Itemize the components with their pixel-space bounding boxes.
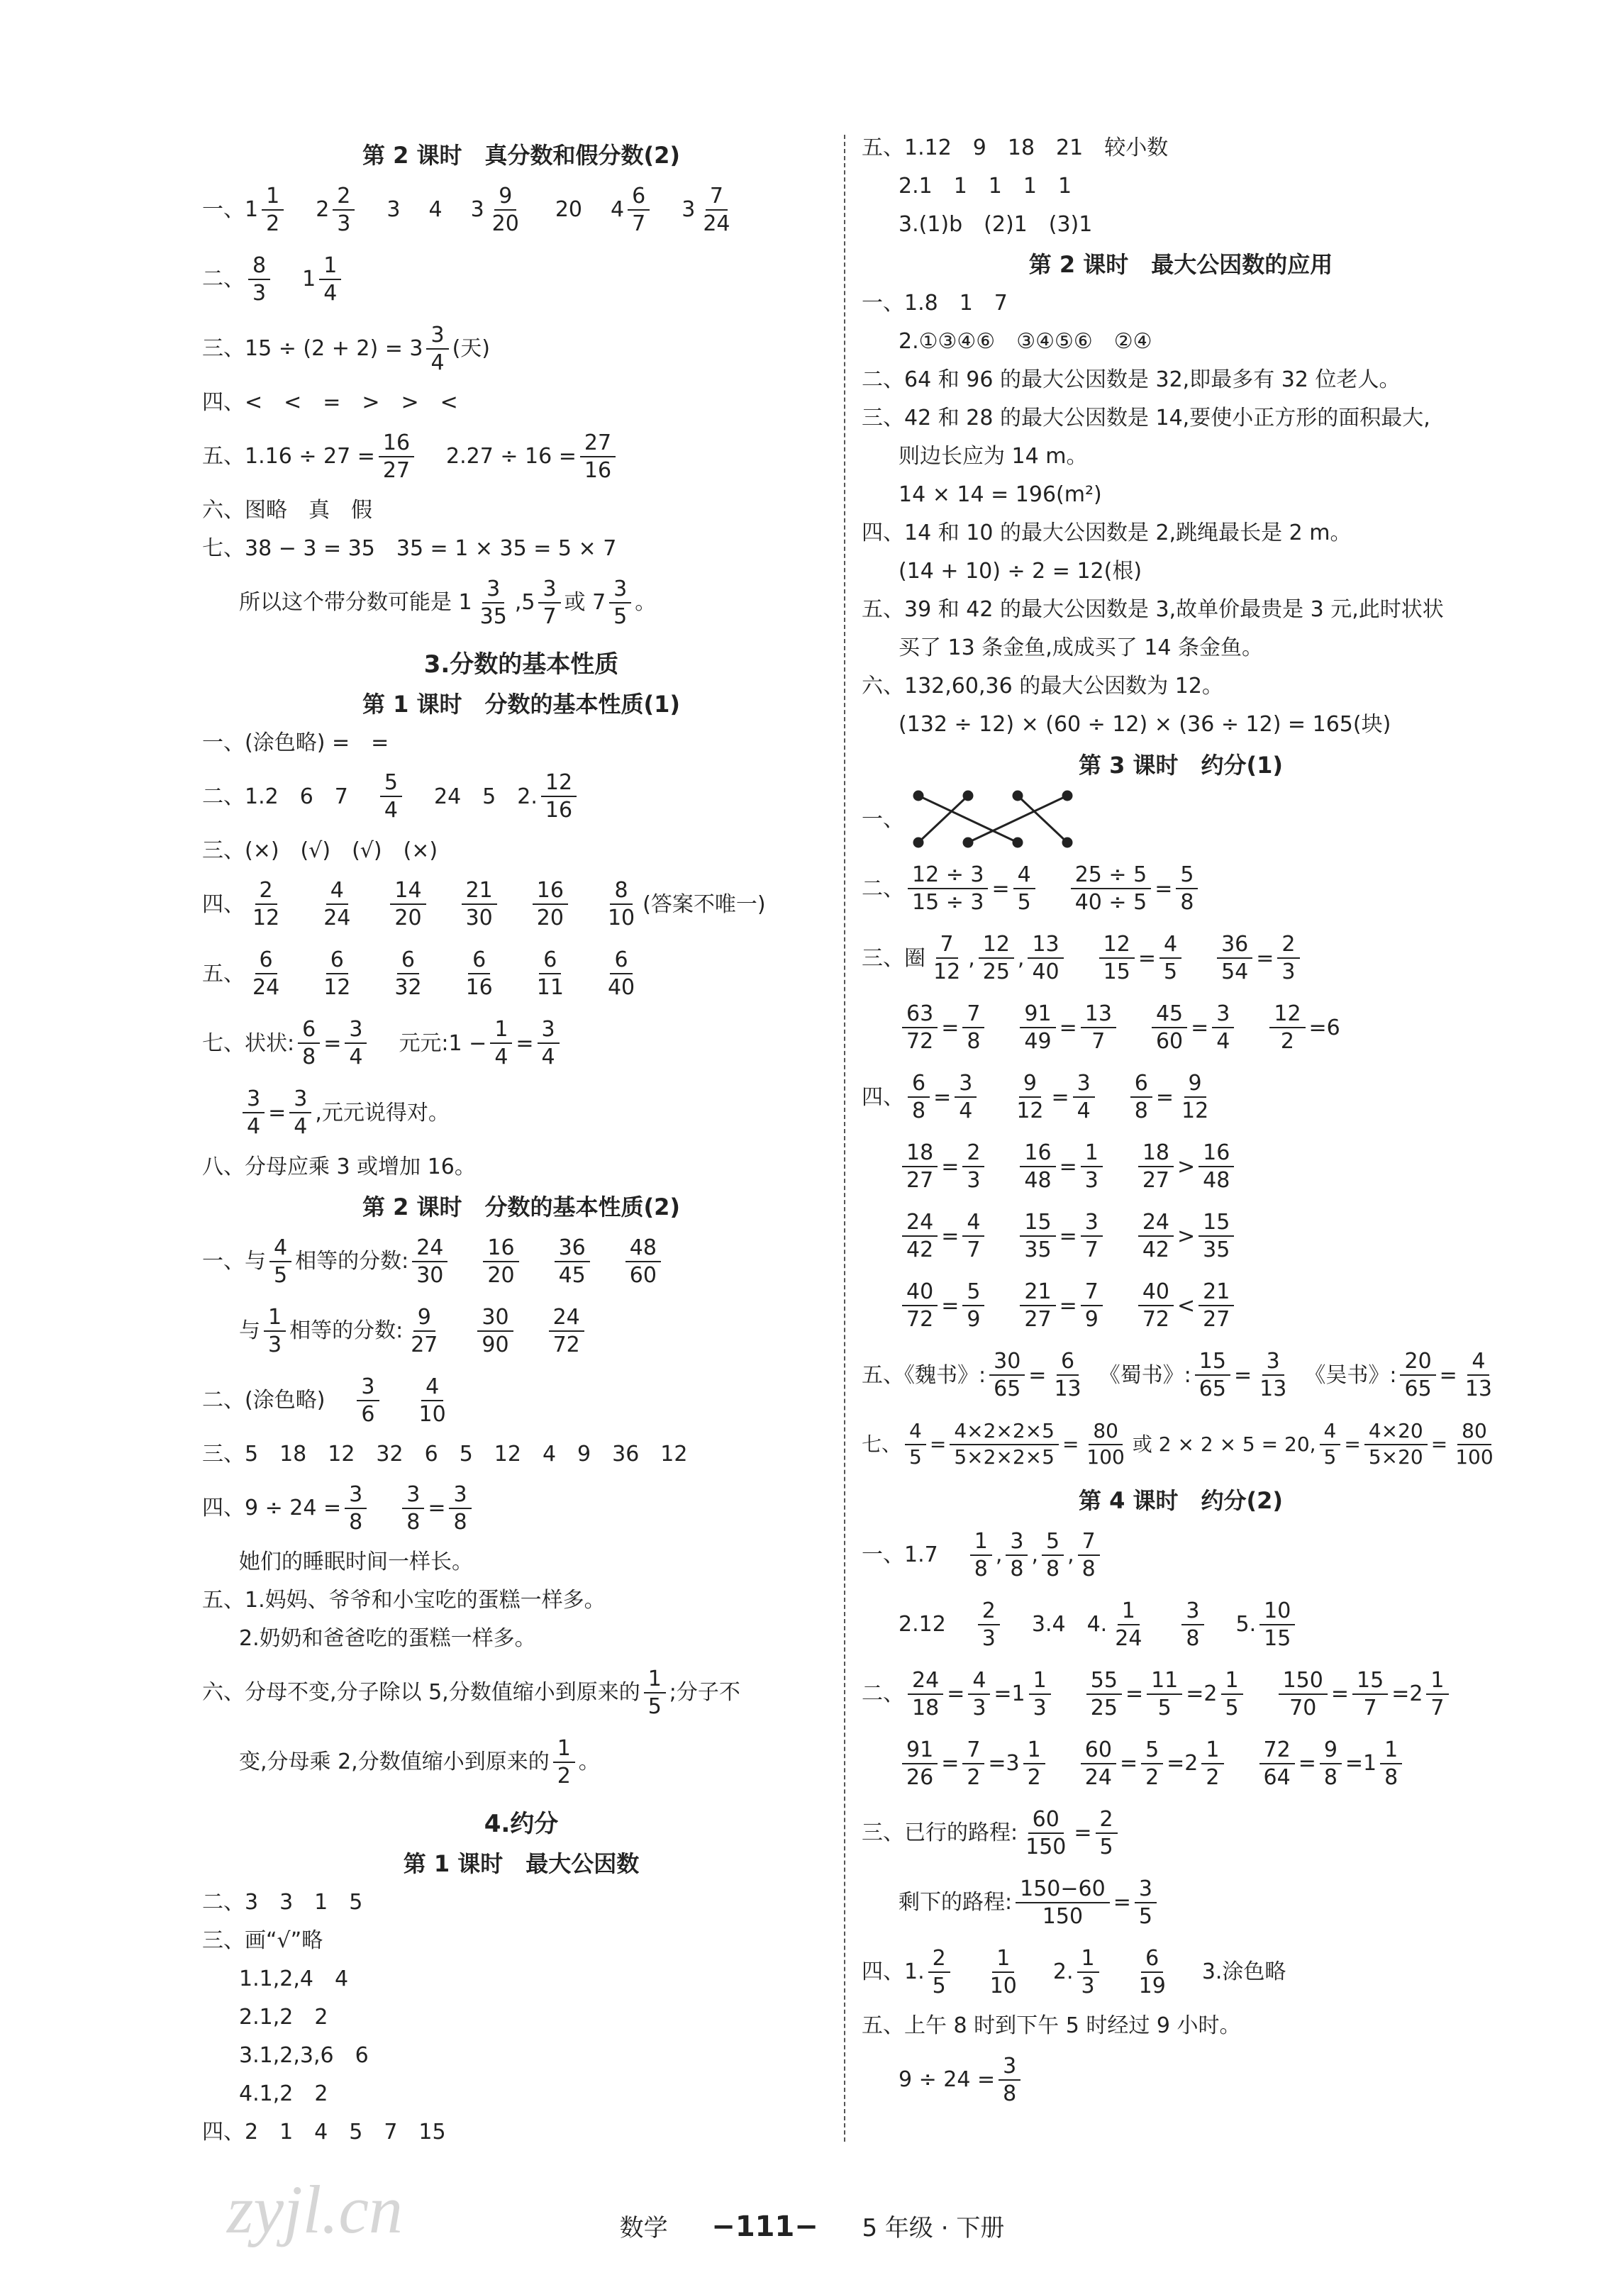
footer-subject: 数学	[619, 2214, 668, 2242]
answer-line: 二、 12 ÷ 3 15 ÷ 3 = 4 5 25 ÷ 5 40 ÷ 5 = 5 8	[862, 857, 1500, 920]
answer-line: 四、 6 8 = 3 4 9 12 = 3 4 6 8 = 9 12	[862, 1071, 1209, 1124]
answer-line: 买了 13 条金鱼,成成买了 14 条金鱼。	[899, 635, 1264, 661]
answer-line: 2.1,2 2	[239, 2005, 328, 2030]
lesson-heading: 第 1 课时 最大公因数	[403, 1850, 640, 1878]
answer-line: 2.12 2 3 3.4 4. 1 24 3 8 5. 10 15	[862, 1593, 1500, 1657]
answer-line: 2.1 1 1 1 1	[899, 173, 1072, 199]
lesson-heading: 第 1 课时 分数的基本性质(1)	[362, 690, 681, 718]
answer-line: 四、1. 2 5 1 10 2. 1 3 6 19 3.涂色略	[862, 1945, 1286, 1998]
answer-line: 五、1.12 9 18 21 较小数	[862, 135, 1169, 160]
answer-line: 2.①③④⑥ ③④⑤⑥ ②④	[899, 329, 1152, 355]
answer-line: 七、38 − 3 = 35 35 = 1 × 35 = 5 × 7	[202, 536, 617, 562]
answer-line: 与 1 3 相等的分数: 9 27 30 90 24 72	[202, 1299, 840, 1363]
answer-line: 3.1,2,3,6 6	[239, 2043, 369, 2069]
answer-line: 变,分母乘 2,分数值缩小到原来的 1 2 。	[239, 1735, 600, 1789]
lesson-heading: 第 2 课时 真分数和假分数(2)	[362, 142, 681, 169]
answer-line: 4.1,2 2	[239, 2081, 328, 2107]
answer-line: 四、 2 12 4 24 14 20 21 30 16 20 8 10 (答案不唯一)	[202, 878, 766, 931]
answer-line: 一、1.7 1 8 , 3 8 , 5 8 , 7 8	[862, 1523, 1500, 1587]
answer-line: 六、分母不变,分子除以 5,分数值缩小到原来的 1 5 ;分子不	[202, 1666, 740, 1719]
answer-line: 一、1.8 1 7	[862, 291, 1008, 316]
answer-line: 1.1,2,4 4	[239, 1967, 349, 1992]
answer-line: 八、分母应乘 3 或增加 16。	[202, 1154, 476, 1179]
answer-line: 9 ÷ 24 = $\frac{3}{8}$	[862, 2048, 1500, 2112]
answer-line: 一、(涂色略) = =	[202, 730, 389, 755]
answer-line: 三、(×) (√) (√) (×)	[202, 838, 438, 863]
answer-line: 四、< < = > > <	[202, 390, 458, 416]
footer-grade: 5 年级 · 下册	[862, 2214, 1005, 2242]
answer-line: 六、图略 真 假	[202, 498, 372, 523]
answer-line: 三、5 18 12 32 6 5 12 4 9 36 12	[202, 1442, 688, 1467]
answer-line: 63 72 = 7 8 91 49 = 13 7 45 60 = 3 4 12 2 =6	[862, 996, 1500, 1059]
answer-line: 三、画“√”略	[202, 1928, 323, 1954]
lesson-heading: 第 2 课时 分数的基本性质(2)	[362, 1194, 681, 1221]
answer-line: 二、64 和 96 的最大公因数是 32,即最多有 32 位老人。	[862, 367, 1401, 393]
answer-line: 二、 8 3 1 1 4	[202, 247, 840, 311]
answer-line: 二、3 3 1 5	[202, 1890, 363, 1915]
answer-line: 五、39 和 42 的最大公因数是 3,故单价最贵是 3 元,此时状状	[862, 597, 1444, 623]
answer-line: 六、132,60,36 的最大公因数为 12。	[862, 674, 1223, 699]
answer-line: 14 × 14 = 196(m²)	[899, 482, 1102, 508]
matching-lines-diagram	[904, 787, 1117, 851]
lesson-heading: 第 4 课时 约分(2)	[1078, 1487, 1284, 1515]
answer-line: 二、 24 18 = 4 3 =1 1 3 55 25 = 11 5 =2 1 5 150 70 = 15 7 =2 1 7	[862, 1662, 1500, 1726]
answer-line: 她们的睡眠时间一样长。	[239, 1550, 473, 1575]
answer-line: 一、与 4 5 相等的分数: 24 30 16 20 36 45 48 60	[202, 1230, 840, 1294]
answer-line: 24 42 = 4 7 15 35 = 3 7 24 42 > 15 35	[862, 1204, 1500, 1268]
answer-line: 3.(1)b (2)1 (3)1	[899, 211, 1093, 237]
answer-line: 四、14 和 10 的最大公因数是 2,跳绳最长是 2 m。	[862, 521, 1352, 546]
answer-line: 五、1.妈妈、爷爷和小宝吃的蛋糕一样多。	[202, 1588, 606, 1613]
answer-line: 三、15 ÷ (2 + 2) = 3 3 4 (天)	[202, 322, 490, 375]
answer-line: 七、状状: 6 8 = 3 4 元元:1 − $\frac{1}{4}$ = 3 4	[202, 1011, 840, 1075]
answer-line: 一、	[862, 787, 1500, 851]
answer-line: 二、(涂色略) 3 6 4 10	[202, 1374, 446, 1427]
lesson-heading: 第 2 课时 最大公因数的应用	[1028, 251, 1333, 278]
answer-line: 三、42 和 28 的最大公因数是 14,要使小正方形的面积最大,	[862, 406, 1430, 431]
answer-line: 二、1.2 6 7 5 4 24 5 2. 12 16	[202, 764, 840, 828]
answer-line: 五、1.16 ÷ 27 = $\frac{16}{27}$ 2.27 ÷ 16 = $\frac{27}{16}$	[202, 425, 840, 489]
page-footer	[0, 2208, 1624, 2243]
answer-line: 一、 1 1 2 2 2 3 3 4 3 9 20 20 4 6 7 3 7 24	[202, 183, 730, 236]
answer-line: 五、《魏书》: 30 65 = 6 13 《蜀书》: 15 65 = 3 13 《吴书》: 20 65 = 4 13	[862, 1349, 1492, 1402]
section-heading: 3.分数的基本性质	[423, 650, 619, 679]
answer-line: 则边长应为 14 m。	[899, 444, 1088, 469]
right-column	[862, 131, 1500, 2118]
answer-line: 四、9 ÷ 24 = $\frac{3}{8}$ 3 8 = 3 8	[202, 1476, 840, 1540]
lesson-heading: 第 3 课时 约分(1)	[1078, 751, 1284, 779]
answer-line: 剩下的路程: 150−60 150 = 3 5	[862, 1871, 1500, 1935]
answer-line: 所以这个带分数可能是 1 3 35 ,5 3 7 或 7 3 5 。	[239, 576, 657, 629]
page-number: −111−	[711, 2210, 818, 2243]
answer-line: 三、圈 7 12 , 12 25 , 13 40 12 15 = 4 5 36 54 = 2 3	[862, 926, 1500, 990]
answer-line: 18 27 = 2 3 16 48 = 1 3 18 27 > 16 48	[862, 1135, 1500, 1198]
answer-line: 五、上午 8 时到下午 5 时经过 9 小时。	[862, 2013, 1241, 2039]
answer-line: (14 + 10) ÷ 2 = 12(根)	[899, 559, 1142, 584]
section-heading: 4.约分	[484, 1809, 559, 1838]
answer-line: 40 72 = 5 9 21 27 = 7 9 40 72 < 21 27	[862, 1274, 1500, 1337]
answer-line: 2.奶奶和爸爸吃的蛋糕一样多。	[239, 1626, 536, 1652]
answer-line: (132 ÷ 12) × (60 ÷ 12) × (36 ÷ 12) = 165(块)	[899, 712, 1391, 738]
answer-line: 三、已行的路程: 60 150 = 2 5	[862, 1801, 1500, 1865]
answer-line: 四、2 1 4 5 7 15	[202, 2120, 446, 2145]
answer-line: 3 4 = 3 4 ,元元说得对。	[202, 1081, 840, 1145]
column-divider	[844, 135, 845, 2142]
left-column	[202, 131, 840, 2154]
watermark: zyjl.cn	[227, 2171, 403, 2247]
answer-line: 七、 4 5 = 4×2×2×5 5×2×2×5 = 80 100 或 2 × 2 × 5 = 20, 4 5 = 4×20 5×20 = 80 100	[862, 1419, 1494, 1469]
answer-line: 五、 6 24 6 12 6 32 6 16 6 11 6 40	[202, 947, 635, 1001]
answer-line: 91 26 = 7 2 =3 1 2 60 24 = 5 2 =2 1 2 72 64 = 9 8 =1 1 8	[862, 1732, 1500, 1796]
